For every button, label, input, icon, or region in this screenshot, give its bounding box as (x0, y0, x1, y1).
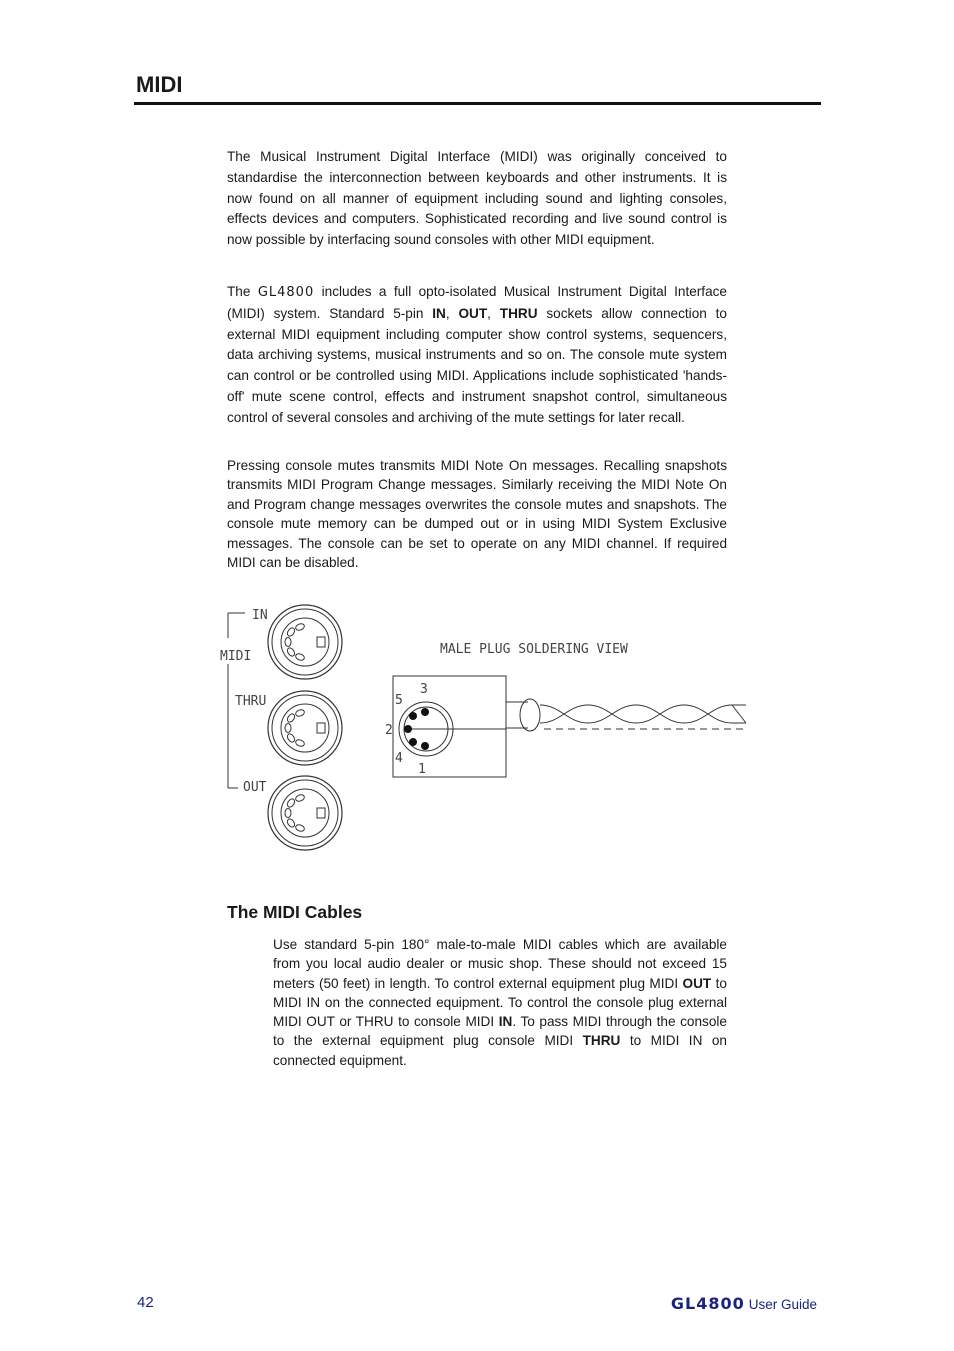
male-plug-drawing (393, 676, 746, 777)
pin-2-label: 2 (385, 723, 393, 738)
socket-in-label: IN (432, 305, 446, 321)
cables-text-2: to MIDI IN on the connected equipment. To control the console plug external MIDI OUT or THRU to console MIDI (273, 975, 727, 1030)
brand-wordmark: GL4800 (257, 285, 315, 300)
intro-paragraph-1: The Musical Instrument Digital Interface (MIDI) was originally conceived to standardise the interconnection between keyboards and other instruments. It is now found on all manner of equipment including sound and lighting consoles, effects devices and computers. Sophisticated recording and live sound control is now possible by interfacing sound consoles with other MIDI equipment. (227, 149, 727, 248)
midi-thru-socket (268, 691, 342, 765)
footer-product-title (671, 1294, 817, 1313)
header-rule (134, 102, 821, 105)
intro-paragraph-2 (227, 282, 727, 429)
page-number: 42 (137, 1294, 154, 1311)
cables-bold-thru: THRU (582, 1033, 621, 1049)
pin-1-label: 1 (418, 762, 426, 777)
midi-connector-diagram (210, 592, 760, 862)
cables-text-4: to MIDI IN on connected equipment. (273, 1033, 727, 1068)
pin-4-label: 4 (395, 751, 403, 766)
pin-3-label: 3 (420, 682, 428, 697)
p2-text-post: sockets allow connection to external MIDI equipment including computer show control systems, sequencers, data archiving systems, musical instruments and so on. The console mute system can control or be controlled using MIDI. Applications include sophisticated 'hands-off' mute scene control, effects and instrument snapshot control, simultaneous control of several consoles and archiving of the mute settings for later recall. (227, 305, 727, 425)
section-heading-midi-cables: The MIDI Cables (227, 902, 363, 922)
p2-comma-2: , (487, 305, 500, 321)
footer-guide-label: User Guide (748, 1297, 817, 1312)
cables-text-3: . To pass MIDI through the console to the external equipment plug console MIDI (273, 1014, 727, 1049)
socket-thru-diagram-label: THRU (235, 694, 267, 709)
midi-cables-paragraph (273, 935, 727, 1070)
footer-brand-logo: GL4800 (670, 1294, 745, 1313)
socket-thru-label: THRU (499, 305, 538, 321)
cables-text-1: Use standard 5-pin 180° male-to-male MIDI cables which are available from you local audio dealer or music shop. These should not exceed 15 meters (50 feet) in length. To control external equipment plug MIDI (273, 937, 727, 991)
midi-group-label: MIDI (220, 649, 252, 664)
socket-out-label: OUT (458, 305, 488, 321)
midi-out-socket (268, 776, 342, 850)
p2-text-mid: includes a full opto-isolated Musical Instrument Digital Interface (MIDI) system. Standard 5-pin (227, 284, 727, 321)
p2-comma-1: , (445, 305, 459, 321)
socket-out-diagram-label: OUT (243, 780, 267, 795)
p2-text-pre: The (227, 284, 258, 299)
page-title: MIDI (136, 72, 183, 97)
socket-in-diagram-label: IN (252, 608, 268, 623)
cables-bold-out: OUT (682, 975, 712, 991)
intro-paragraph-3: Pressing console mutes transmits MIDI Note On messages. Recalling snapshots transmits MIDI Program Change messages. Similarly receiving the MIDI Note On and Program change messages overwrites the console mutes and snapshots. The console mute memory can be dumped out or in using MIDI System Exclusive messages. The console can be set to operate on any MIDI channel. If required MIDI can be disabled. (227, 458, 727, 571)
plug-view-title: MALE PLUG SOLDERING VIEW (440, 642, 628, 657)
pin-5-label: 5 (395, 693, 403, 708)
midi-in-socket (268, 605, 342, 679)
cables-bold-in: IN (498, 1014, 513, 1030)
